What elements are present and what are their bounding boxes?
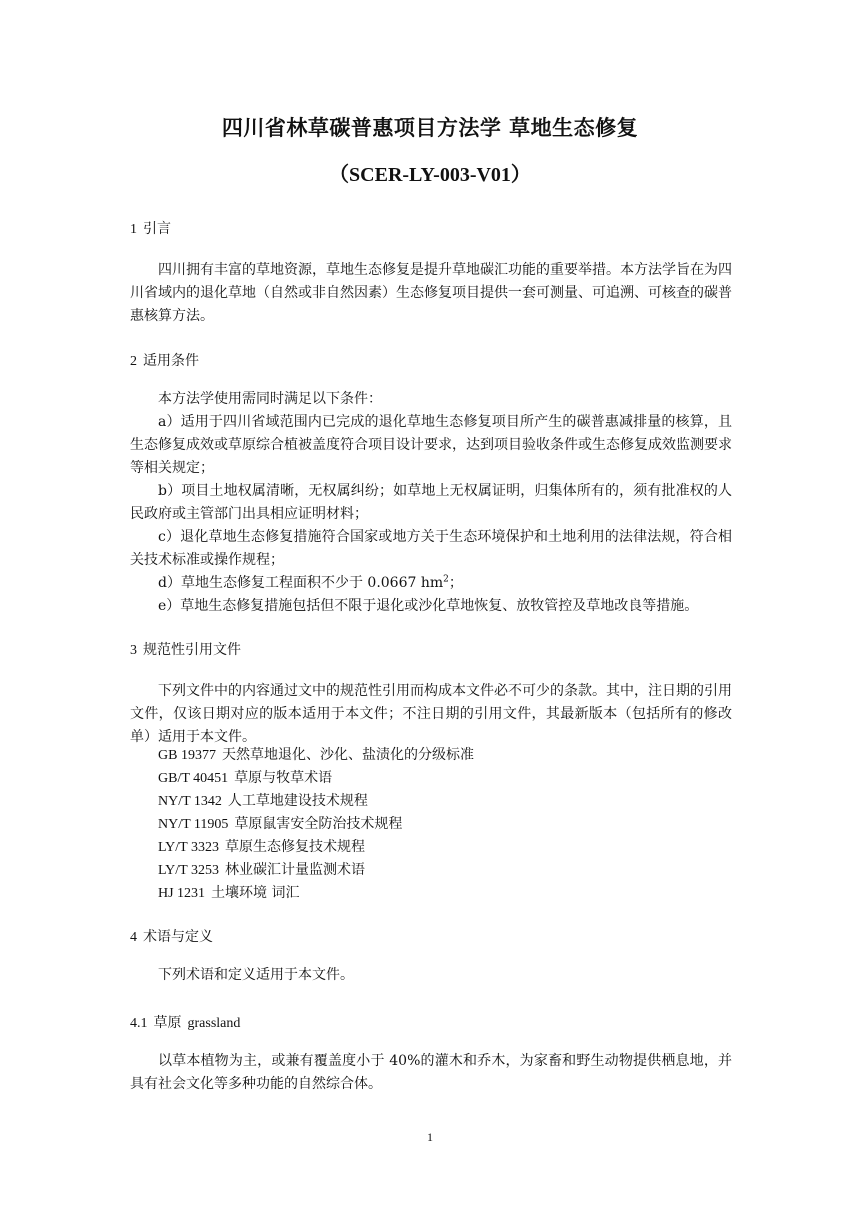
reference-name: 草原鼠害安全防治技术规程 — [234, 816, 403, 832]
section-2-intro: 本方法学使用需同时满足以下条件： — [158, 391, 382, 407]
reference-code: NY/T 11905 — [158, 817, 229, 832]
reference-code: HJ 1231 — [158, 886, 206, 901]
reference-code: GB/T 40451 — [158, 771, 229, 786]
section-3-heading — [130, 639, 241, 659]
reference-item — [158, 813, 402, 836]
section-1-paragraph: 四川拥有丰富的草地资源，草地生态修复是提升草地碳汇功能的重要举措。本方法学旨在为四川省域内的退化草地（自然或非自然因素）生态修复项目提供一套可测量、可追溯、可核查的碳普惠核算方法。 — [130, 262, 732, 324]
condition-item-a: a）适用于四川省域范围内已完成的退化草地生态修复项目所产生的碳普惠减排量的核算，且生态修复成效或草原综合植被盖度符合项目设计要求，达到项目验收条件或生态修复成效监测要求等相关规定； — [130, 414, 732, 476]
reference-code: NY/T 1342 — [158, 794, 222, 809]
reference-name: 土壤环境 词汇 — [211, 885, 300, 901]
section-3-paragraph: 下列文件中的内容通过文中的规范性引用而构成本文件必不可少的条款。其中，注日期的引用文件，仅该日期对应的版本适用于本文件；不注日期的引用文件，其最新版本（包括所有的修改单）适用于本文件。 — [130, 683, 732, 745]
reference-code: LY/T 3253 — [158, 863, 219, 878]
section-4-1-heading — [130, 1012, 240, 1032]
page-number: 1 — [427, 1130, 433, 1144]
condition-item-e: e）草地生态修复措施包括但不限于退化或沙化草地恢复、放牧管控及草地改良等措施。 — [158, 598, 699, 614]
reference-item — [158, 859, 365, 882]
section-title: 规范性引用文件 — [143, 642, 241, 658]
condition-item-b: b）项目土地权属清晰，无权属纠纷；如草地上无权属证明，归集体所有的，须有批准权的人民政府或主管部门出具相应证明材料； — [130, 483, 732, 522]
section-4-heading — [130, 926, 213, 946]
section-title: 术语与定义 — [143, 929, 213, 945]
document-code: （SCER-LY-003-V01） — [329, 164, 531, 186]
section-2-heading — [130, 350, 199, 370]
condition-item-c: c）退化草地生态修复措施符合国家或地方关于生态环境保护和土地利用的法律法规，符合相关技术标准或操作规程； — [130, 529, 732, 568]
section-4-paragraph: 下列术语和定义适用于本文件。 — [158, 967, 354, 983]
reference-code: GB 19377 — [158, 748, 216, 763]
reference-item — [158, 744, 474, 767]
unit-superscript: 2 — [443, 574, 449, 585]
section-number: 4 — [130, 930, 137, 945]
term-chinese: 草原 — [153, 1015, 182, 1031]
reference-item — [158, 836, 365, 859]
section-number: 3 — [130, 643, 137, 658]
reference-name: 林业碳汇计量监测术语 — [224, 862, 365, 878]
section-1-heading — [130, 218, 171, 238]
reference-item — [158, 790, 368, 813]
reference-item — [158, 882, 300, 905]
section-number: 2 — [130, 354, 137, 369]
reference-name: 人工草地建设技术规程 — [227, 793, 368, 809]
section-title: 引言 — [143, 221, 171, 237]
document-title: 四川省林草碳普惠项目方法学 草地生态修复 — [221, 116, 639, 140]
term-english: grassland — [187, 1016, 241, 1031]
section-number: 4.1 — [130, 1016, 148, 1031]
reference-name: 草原生态修复技术规程 — [224, 839, 365, 855]
section-4-1-paragraph: 以草本植物为主，或兼有覆盖度小于 40%的灌木和乔木，为家畜和野生动物提供栖息地，并具有社会文化等多种功能的自然综合体。 — [130, 1053, 732, 1092]
condition-item-d-end: ； — [448, 575, 463, 591]
condition-item-d-text: d）草地生态修复工程面积不少于 0.0667 hm — [158, 575, 444, 591]
condition-item-d — [158, 572, 463, 595]
reference-name: 天然草地退化、沙化、盐渍化的分级标准 — [221, 747, 474, 763]
section-title: 适用条件 — [143, 353, 199, 369]
reference-item — [158, 767, 332, 790]
section-number: 1 — [130, 222, 137, 237]
reference-name: 草原与牧草术语 — [234, 770, 333, 786]
reference-code: LY/T 3323 — [158, 840, 219, 855]
